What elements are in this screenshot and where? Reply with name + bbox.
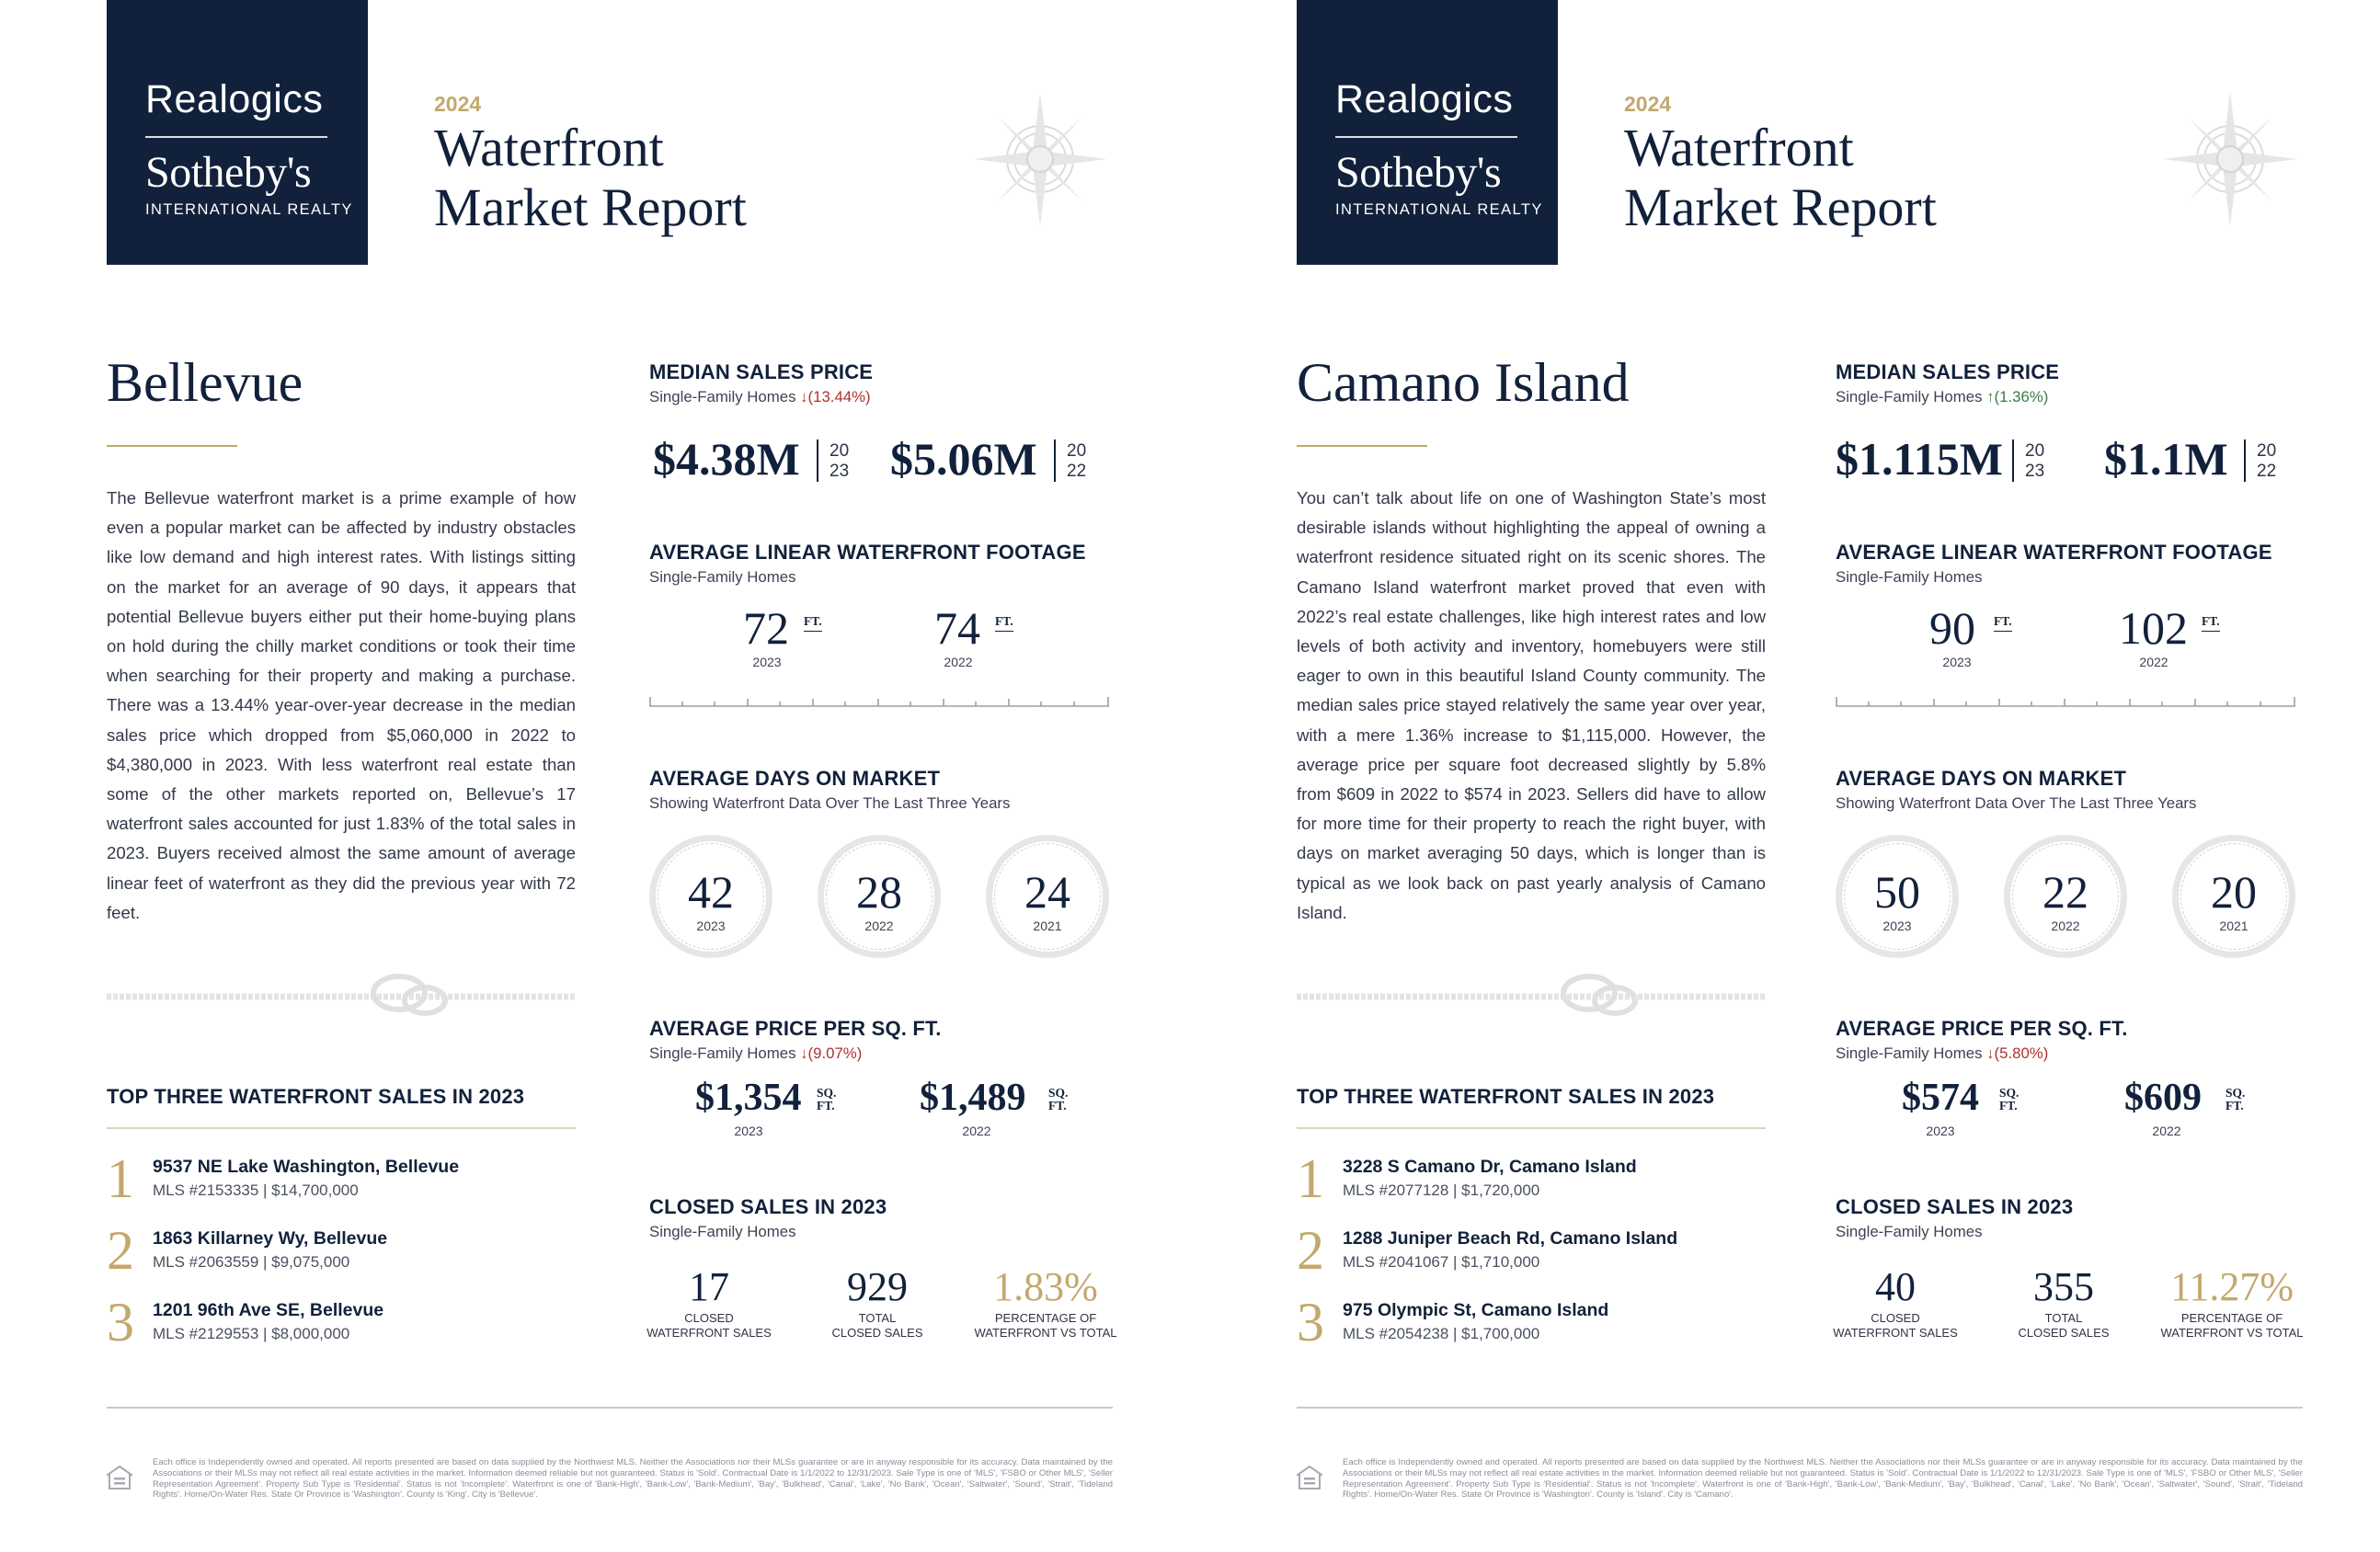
sale-rank: 3 [107, 1292, 134, 1352]
top-sale-item [107, 1220, 576, 1291]
sale-mls-price: MLS #2063559 | $9,075,000 [153, 1253, 350, 1271]
median-divider [2244, 439, 2246, 482]
footage-title: AVERAGE LINEAR WATERFRONT FOOTAGE [649, 541, 1086, 564]
ppsf-year-2023: 2023 [734, 1124, 763, 1138]
equal-housing-icon [1297, 1466, 1322, 1489]
median-value-2023: $4.38M [653, 433, 800, 485]
ppsf-unit: SQ. FT. [1999, 1086, 2020, 1113]
footage-year-2023: 2023 [1942, 655, 1972, 669]
city-name: Bellevue [107, 352, 303, 413]
median-sales-subtitle: Single-Family Homes ↑(1.36%) [1836, 388, 2049, 405]
footage-year-2023: 2023 [752, 655, 782, 669]
closed-label: TOTAL CLOSED SALES [2018, 1311, 2110, 1340]
market-summary: The Bellevue waterfront market is a prime example of how even a popular market can be affected by industry obstacles like low demand and high interest rates. With listings sitting on the market for an average of 90 days, it appears that potential Bellevue buyers either put their home-buying plans on hold during the chilly market conditions or took their time when searching for their property and making a purchase. There was a 13.44% year-over-year decrease in the median sales price which dropped from $5,060,000 in 2022 to $4,380,000 in 2023. With less waterfront real estate than some of the other markets reported on, Bellevue’s 17 waterfront sales accounted for just 1.83% of the total sales in 2023. Buyers received almost the same amount of average linear feet of waterfront as they did the previous year with 72 feet. [107, 488, 576, 922]
compass-rose-icon [971, 90, 1109, 228]
top-sales-divider [1297, 1127, 1766, 1129]
days-badge [1836, 835, 1959, 958]
disclaimer: Each office is Independently owned and operated. All reports presented are based on data supplied by the Northwest MLS. Neither the Associations nor their MLSs guarantee or are in anyway responsible for its accuracy. Data maintained by the Associations or their MLSs may not reflect all real estate activities in the market. Information deemed reliable but not guaranteed. Status is 'Sold'. Contractual Date is 1/1/2022 to 12/31/2023. Sale Type is one of 'MLS', 'FSBO or Other MLS', 'Seller Representation Agreement'. Property Sub Type is 'Residential'. Status is not 'Incomplete'. Waterfront is one of 'Bank-High', 'Bank-Low', 'Bank-Medium', 'Bay', 'Bulkhead', 'Canal', 'Lake', 'No Bank', 'Ocean', 'Saltwater', 'Sound', 'Strait', 'Tideland Rights'. Home/On-Water Res. State Or Province is 'Washington'. County is 'Island'. City is 'Camano'. [1343, 1457, 2303, 1501]
closed-label: CLOSED WATERFRONT SALES [646, 1311, 772, 1340]
city-divider [1297, 445, 1427, 447]
report-title-line2: Market Report [1624, 177, 1937, 237]
median-year-2022: 20 22 [1067, 441, 1087, 481]
ppsf-value-2023: $574 [1902, 1077, 1979, 1119]
days-year: 2022 [864, 919, 894, 933]
days-year: 2023 [696, 919, 726, 933]
days-value: 24 [1024, 866, 1070, 918]
compass-rose-icon [2161, 90, 2299, 228]
top-sales-title: TOP THREE WATERFRONT SALES IN 2023 [1297, 1085, 1715, 1108]
sale-rank: 2 [1297, 1220, 1324, 1281]
sale-mls-price: MLS #2129553 | $8,000,000 [153, 1325, 350, 1342]
closed-value: 355 [2033, 1264, 2094, 1309]
footage-value-2022: 102 [2119, 602, 2188, 654]
top-sale-item [1297, 1220, 1766, 1291]
closed-label: PERCENTAGE OF WATERFRONT VS TOTAL [2160, 1311, 2304, 1340]
closed-label: CLOSED WATERFRONT SALES [1833, 1311, 1958, 1340]
days-title: AVERAGE DAYS ON MARKET [649, 767, 941, 790]
sale-rank: 3 [1297, 1292, 1324, 1352]
top-sale-item [107, 1292, 576, 1363]
brand-divider [145, 136, 327, 138]
top-sale-item [1297, 1292, 1766, 1363]
ppsf-title: AVERAGE PRICE PER SQ. FT. [649, 1017, 942, 1040]
ppsf-subtitle: Single-Family Homes ↓(5.80%) [1836, 1044, 2049, 1062]
sale-address: 3228 S Camano Dr, Camano Island [1343, 1157, 1637, 1177]
ppsf-change: ↓(9.07%) [800, 1044, 863, 1062]
days-subtitle: Showing Waterfront Data Over The Last Three Years [1836, 794, 2197, 812]
sale-address: 1863 Killarney Wy, Bellevue [153, 1228, 388, 1249]
sale-address: 1288 Juniper Beach Rd, Camano Island [1343, 1228, 1678, 1249]
report-title [434, 118, 747, 237]
days-badge [2004, 835, 2127, 958]
days-value: 20 [2211, 866, 2257, 918]
ppsf-year-2022: 2022 [962, 1124, 991, 1138]
closed-value: 40 [1875, 1264, 1916, 1309]
days-title: AVERAGE DAYS ON MARKET [1836, 767, 2127, 790]
top-sales-divider [107, 1127, 576, 1129]
days-year: 2022 [2051, 919, 2080, 933]
ppsf-subtitle: Single-Family Homes ↓(9.07%) [649, 1044, 863, 1062]
brand-logo [1297, 0, 1558, 265]
report-title-line2: Market Report [434, 177, 747, 237]
days-year: 2021 [2219, 919, 2248, 933]
footage-year-2022: 2022 [2139, 655, 2168, 669]
days-subtitle: Showing Waterfront Data Over The Last Three Years [649, 794, 1011, 812]
city-name: Camano Island [1297, 352, 1630, 413]
city-divider [107, 445, 237, 447]
brand-divider [1335, 136, 1517, 138]
ppsf-unit: SQ. FT. [2226, 1086, 2246, 1113]
days-value: 28 [856, 866, 902, 918]
ppsf-change: ↓(5.80%) [1986, 1044, 2049, 1062]
ppsf-unit: SQ. FT. [817, 1086, 837, 1113]
disclaimer: Each office is Independently owned and operated. All reports presented are based on data supplied by the Northwest MLS. Neither the Associations nor their MLSs guarantee or are in anyway responsible for its accuracy. Data maintained by the Associations or their MLSs may not reflect all real estate activities in the market. Information deemed reliable but not guaranteed. Status is 'Sold'. Contractual Date is 1/1/2022 to 12/31/2023. Sale Type is one of 'MLS', 'FSBO or Other MLS', 'Seller Representation Agreement'. Property Sub Type is 'Residential'. Status is not 'Incomplete'. Waterfront is one of 'Bank-High', 'Bank-Low', 'Bank-Medium', 'Bay', 'Bulkhead', 'Canal', 'Lake', 'No Bank', 'Ocean', 'Saltwater', 'Sound', 'Strait', 'Tideland Rights'. Home/On-Water Res. State Or Province is 'Washington'. County is 'King'. City is 'Bellevue'. [153, 1457, 1113, 1501]
closed-label: TOTAL CLOSED SALES [831, 1311, 923, 1340]
sale-address: 975 Olympic St, Camano Island [1343, 1300, 1609, 1320]
footage-value-2023: 72 [743, 602, 789, 654]
days-value: 22 [2042, 866, 2088, 918]
days-badge [649, 835, 772, 958]
ruler-scale-icon [1836, 695, 2295, 710]
ruler-scale-icon [649, 695, 1109, 710]
median-sales-title: MEDIAN SALES PRICE [649, 360, 874, 383]
sale-rank: 1 [1297, 1148, 1324, 1209]
footage-value-2023: 90 [1929, 602, 1975, 654]
equal-housing-icon [107, 1466, 132, 1489]
median-sales-subtitle: Single-Family Homes ↓(13.44%) [649, 388, 871, 405]
closed-sales-subtitle: Single-Family Homes [1836, 1223, 1983, 1240]
sale-address: 9537 NE Lake Washington, Bellevue [153, 1157, 460, 1177]
sale-mls-price: MLS #2041067 | $1,710,000 [1343, 1253, 1540, 1271]
ppsf-unit: SQ. FT. [1048, 1086, 1069, 1113]
brand-sothebys: Sotheby's [1335, 148, 1502, 197]
sale-mls-price: MLS #2054238 | $1,700,000 [1343, 1325, 1540, 1342]
median-year-2022: 20 22 [2257, 441, 2277, 481]
report-year: 2024 [434, 92, 482, 116]
footer-divider [107, 1407, 1113, 1409]
days-value: 50 [1874, 866, 1920, 918]
ppsf-year-2022: 2022 [2152, 1124, 2181, 1138]
closed-sales-title: CLOSED SALES IN 2023 [649, 1195, 887, 1218]
closed-value: 1.83% [993, 1264, 1098, 1309]
median-year-2023: 20 23 [2025, 441, 2045, 481]
footage-unit: FT. [1994, 614, 2012, 632]
brand-realogics: Realogics [1335, 77, 1514, 121]
closed-label: PERCENTAGE OF WATERFRONT VS TOTAL [974, 1311, 1117, 1340]
brand-realogics: Realogics [145, 77, 324, 121]
footage-title: AVERAGE LINEAR WATERFRONT FOOTAGE [1836, 541, 2272, 564]
ppsf-value-2022: $1,489 [920, 1077, 1026, 1119]
footage-subtitle: Single-Family Homes [649, 568, 796, 586]
median-year-2023: 20 23 [830, 441, 850, 481]
report-year: 2024 [1624, 92, 1672, 116]
median-value-2022: $1.1M [2104, 433, 2228, 485]
ppsf-title: AVERAGE PRICE PER SQ. FT. [1836, 1017, 2128, 1040]
days-year: 2021 [1033, 919, 1062, 933]
median-divider [1054, 439, 1056, 482]
median-divider [817, 439, 818, 482]
median-value-2023: $1.115M [1836, 433, 2003, 485]
top-sales-title: TOP THREE WATERFRONT SALES IN 2023 [107, 1085, 525, 1108]
closed-value: 929 [847, 1264, 908, 1309]
brand-international-realty: INTERNATIONAL REALTY [145, 201, 353, 218]
days-badge [818, 835, 941, 958]
closed-value: 11.27% [2169, 1264, 2294, 1309]
brand-international-realty: INTERNATIONAL REALTY [1335, 201, 1543, 218]
report-title [1624, 118, 1937, 237]
days-year: 2023 [1882, 919, 1912, 933]
sale-rank: 2 [107, 1220, 134, 1281]
ppsf-value-2022: $609 [2124, 1077, 2202, 1119]
sale-mls-price: MLS #2153335 | $14,700,000 [153, 1181, 359, 1199]
ppsf-value-2023: $1,354 [695, 1077, 802, 1119]
brand-sothebys: Sotheby's [145, 148, 312, 197]
closed-value: 17 [689, 1264, 729, 1309]
market-summary: You can’t talk about life on one of Washington State’s most desirable islands without highlighting the appeal of owning a waterfront residence situated right on its scenic shores. The Camano Island waterfront market proved that even with 2022’s real estate challenges, like high interest rates and low levels of both activity and inventory, homebuyers were still eager to own in this beautiful Island County community. The median sales price stayed relatively the same year over year, with a mere 1.36% increase to $1,115,000. However, the average price per square foot decreased slightly by 5.8% from $609 in 2022 to $574 in 2023. Sellers did have to allow for more time for their property to reach the right buyer, with days on market averaging 50 days, which is longer than is typical as we look back on past yearly analysis of Camano Island. [1297, 488, 1766, 922]
median-change: ↓(13.44%) [800, 388, 871, 405]
closed-sales-title: CLOSED SALES IN 2023 [1836, 1195, 2074, 1218]
days-value: 42 [688, 866, 734, 918]
footage-year-2022: 2022 [944, 655, 973, 669]
footage-unit: FT. [2202, 614, 2220, 632]
median-sales-title: MEDIAN SALES PRICE [1836, 360, 2060, 383]
median-divider [2012, 439, 2014, 482]
sale-address: 1201 96th Ave SE, Bellevue [153, 1300, 384, 1320]
sale-rank: 1 [107, 1148, 134, 1209]
rope-knot-divider [107, 973, 576, 1024]
footer-divider [1297, 1407, 2303, 1409]
sale-mls-price: MLS #2077128 | $1,720,000 [1343, 1181, 1540, 1199]
ppsf-year-2023: 2023 [1926, 1124, 1955, 1138]
rope-knot-divider [1297, 973, 1766, 1024]
median-change: ↑(1.36%) [1986, 388, 2049, 405]
days-badge [986, 835, 1109, 958]
report-page-camano-island [1190, 0, 2380, 1552]
closed-sales-subtitle: Single-Family Homes [649, 1223, 796, 1240]
top-sale-item [1297, 1148, 1766, 1219]
report-title-line1: Waterfront [434, 118, 664, 177]
median-value-2022: $5.06M [890, 433, 1037, 485]
footage-unit: FT. [804, 614, 822, 632]
brand-logo [107, 0, 368, 265]
top-sale-item [107, 1148, 576, 1219]
footage-value-2022: 74 [934, 602, 980, 654]
footage-unit: FT. [995, 614, 1013, 632]
report-title-line1: Waterfront [1624, 118, 1854, 177]
days-badge [2172, 835, 2295, 958]
footage-subtitle: Single-Family Homes [1836, 568, 1983, 586]
